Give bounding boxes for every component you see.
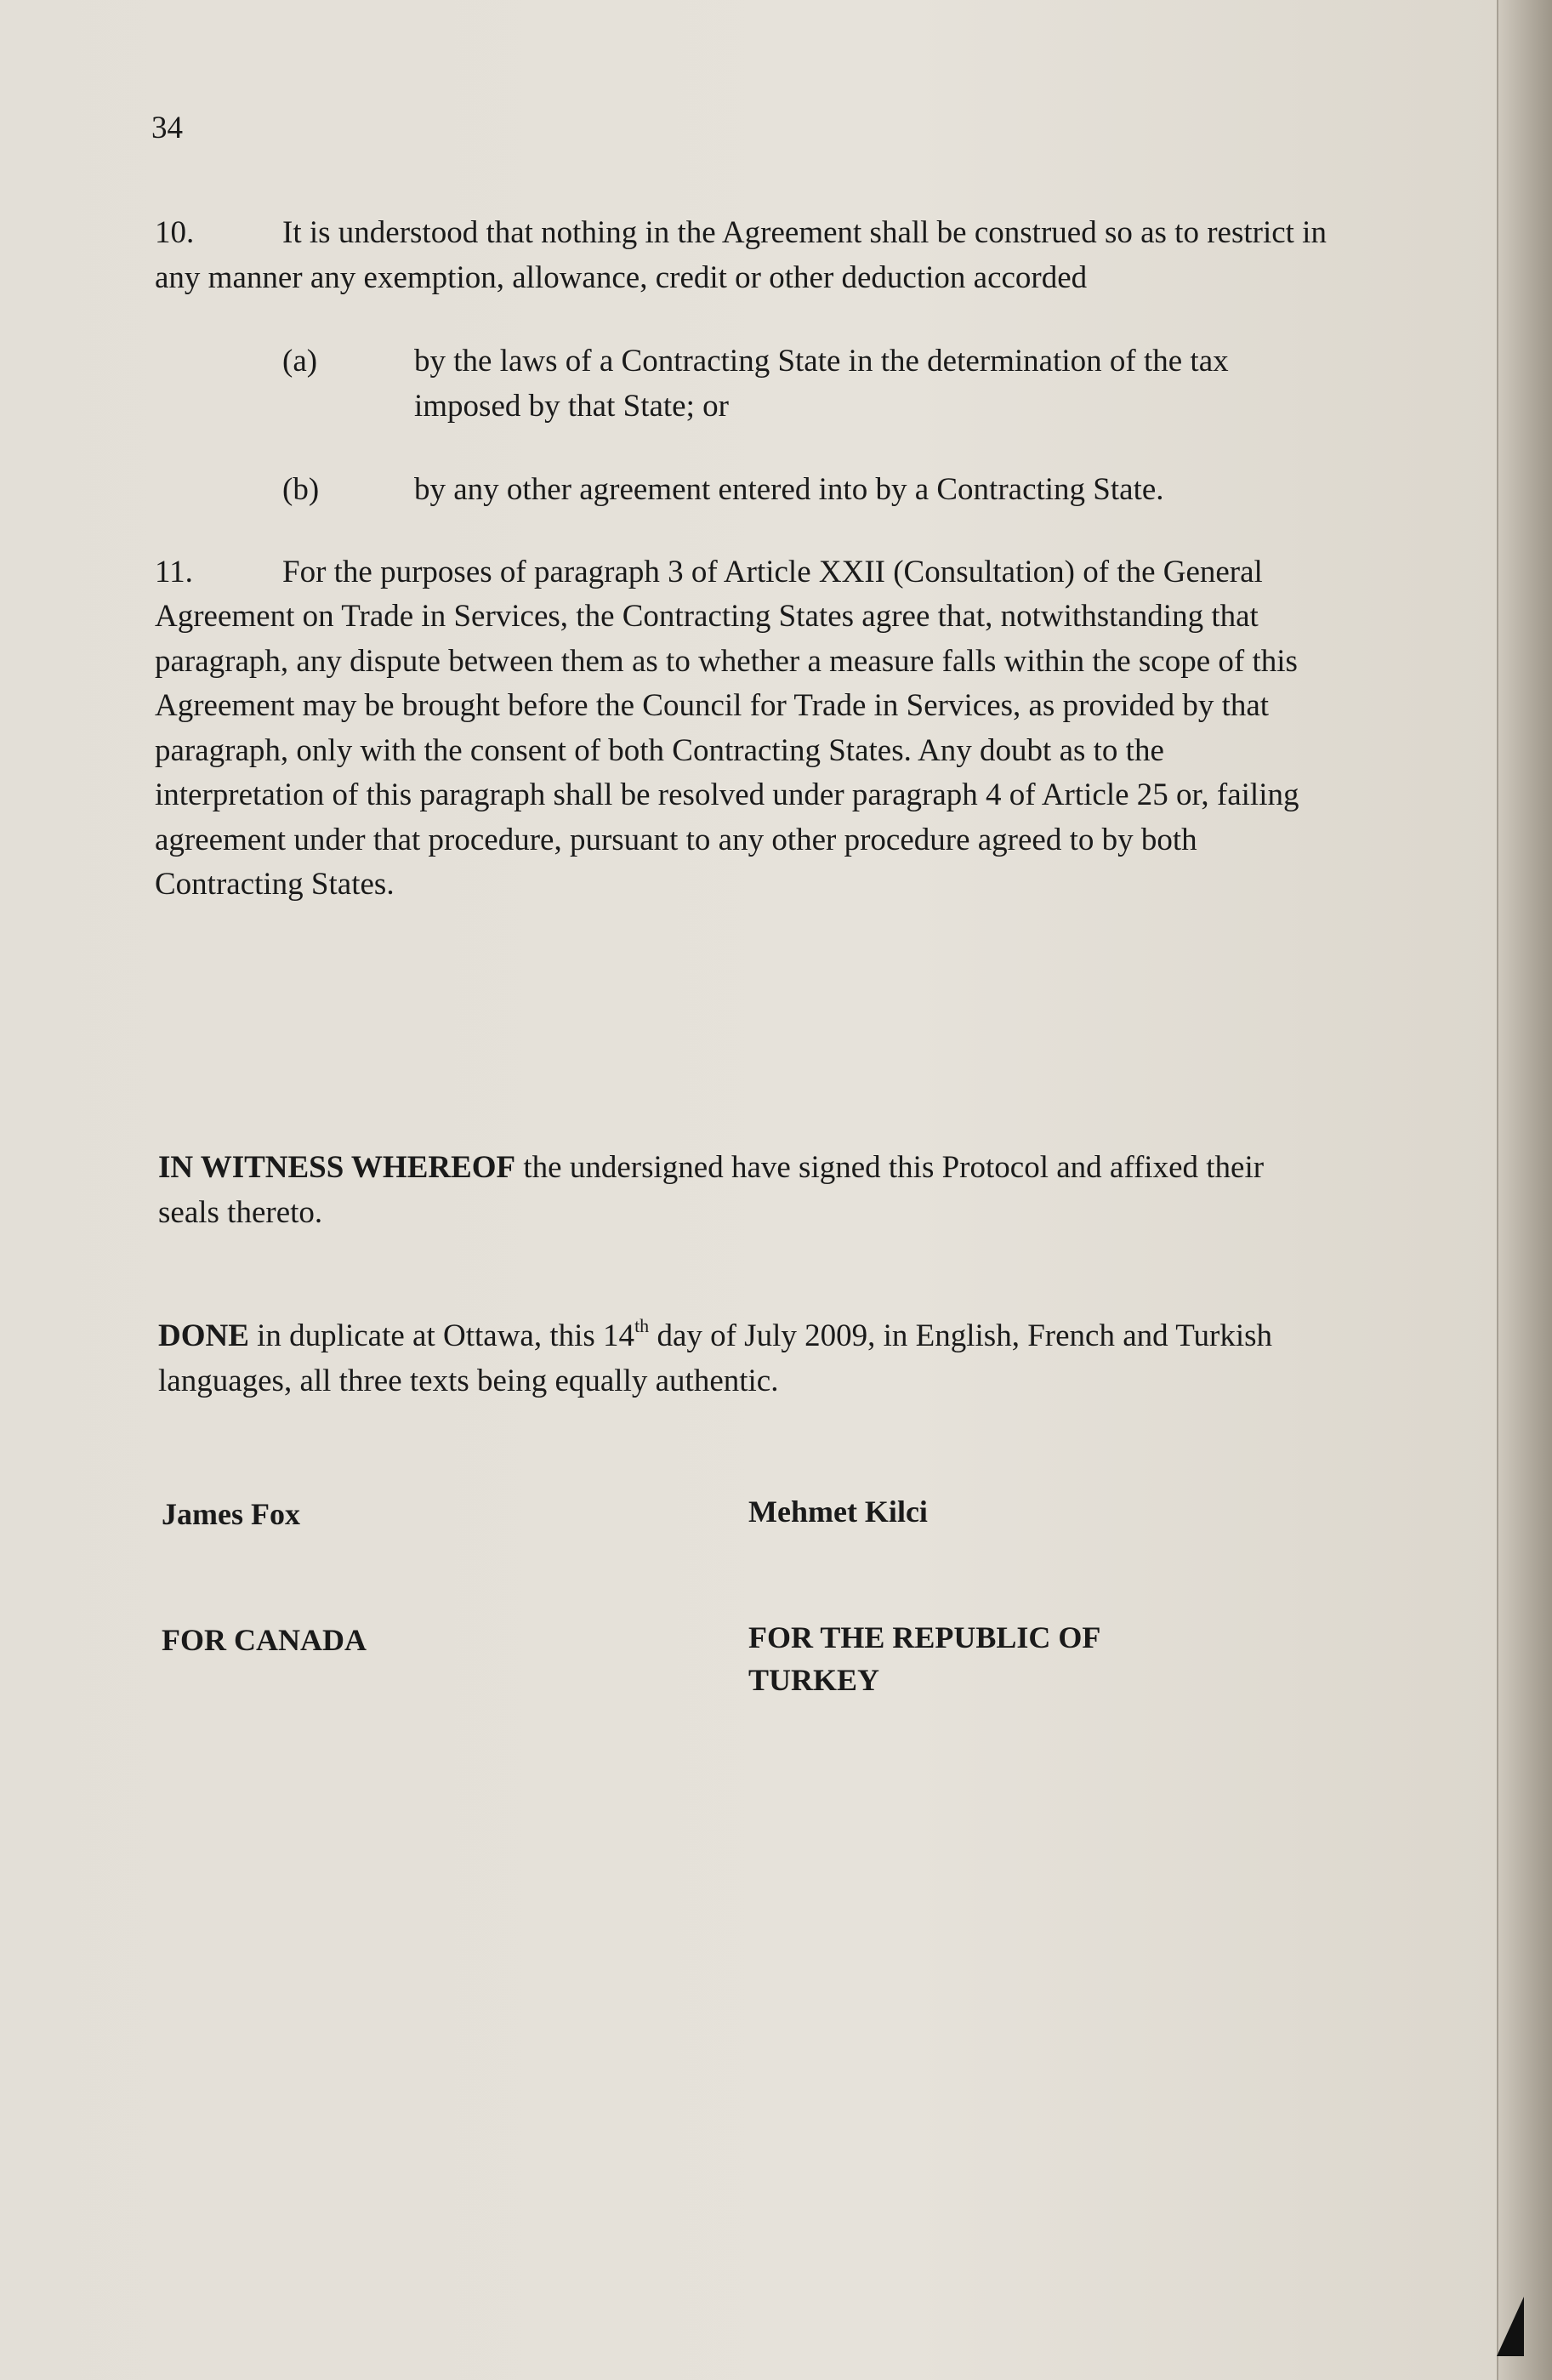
page-number: 34 bbox=[151, 111, 183, 145]
signatory-country-turkey: FOR THE REPUBLIC OF TURKEY bbox=[748, 1620, 1100, 1697]
protocol-body bbox=[155, 211, 1328, 908]
paragraph-10-item-a bbox=[155, 339, 1328, 429]
book-spine-edge bbox=[1497, 0, 1552, 2380]
signatory-name-canada: James Fox bbox=[162, 1497, 300, 1531]
item-b-text: by any other agreement entered into by a Contracting State. bbox=[414, 472, 1164, 507]
paragraph-10 bbox=[155, 211, 1328, 300]
done-lead: DONE bbox=[158, 1318, 249, 1353]
paragraph-11-number: 11. bbox=[155, 554, 193, 589]
witness-text: the undersigned have signed this Protocol and affixed their seals thereto. bbox=[158, 1150, 1265, 1230]
item-a-text: by the laws of a Contracting State in the determination of the tax imposed by that State; or bbox=[414, 344, 1229, 424]
witness-lead: IN WITNESS WHEREOF bbox=[158, 1150, 516, 1185]
done-text-before: in duplicate at Ottawa, this 14 bbox=[248, 1318, 635, 1353]
paragraph-11-text: For the purposes of paragraph 3 of Article XXII (Consultation) of the General Agreement on Trade in Services, the Contracting States agree that, notwithstanding that paragraph, any dispute between them as to whether a measure falls within the scope of this Agreement may be brought before the Council for Trade in Services, as provided by that paragraph, only with the consent of both Contracting States. Any doubt as to the interpretation of this paragraph shall be resolved under paragraph 4 of Article 25 or, failing agreement under that procedure, pursuant to any other procedure agreed to by both Contracting States. bbox=[155, 554, 1299, 902]
paragraph-10-item-b bbox=[155, 468, 1328, 513]
item-b-label: (b) bbox=[282, 472, 320, 507]
done-ordinal-suffix: th bbox=[634, 1315, 650, 1336]
signatory-name-turkey: Mehmet Kilci bbox=[748, 1495, 928, 1529]
item-a-label: (a) bbox=[282, 344, 318, 379]
paragraph-11 bbox=[155, 550, 1328, 908]
signatory-country-canada: FOR CANADA bbox=[162, 1623, 367, 1657]
done-clause bbox=[158, 1314, 1323, 1404]
done-text-after: day of July 2009, in English, French and Turkish languages, all three texts being equally authentic. bbox=[158, 1318, 1272, 1398]
paragraph-10-text: It is understood that nothing in the Agreement shall be construed so as to restrict in any manner any exemption, allowance, credit or other deduction accorded bbox=[155, 215, 1327, 295]
page-corner-mark bbox=[1497, 2297, 1524, 2356]
paragraph-10-number: 10. bbox=[155, 215, 195, 250]
witness-clause bbox=[158, 1146, 1323, 1235]
